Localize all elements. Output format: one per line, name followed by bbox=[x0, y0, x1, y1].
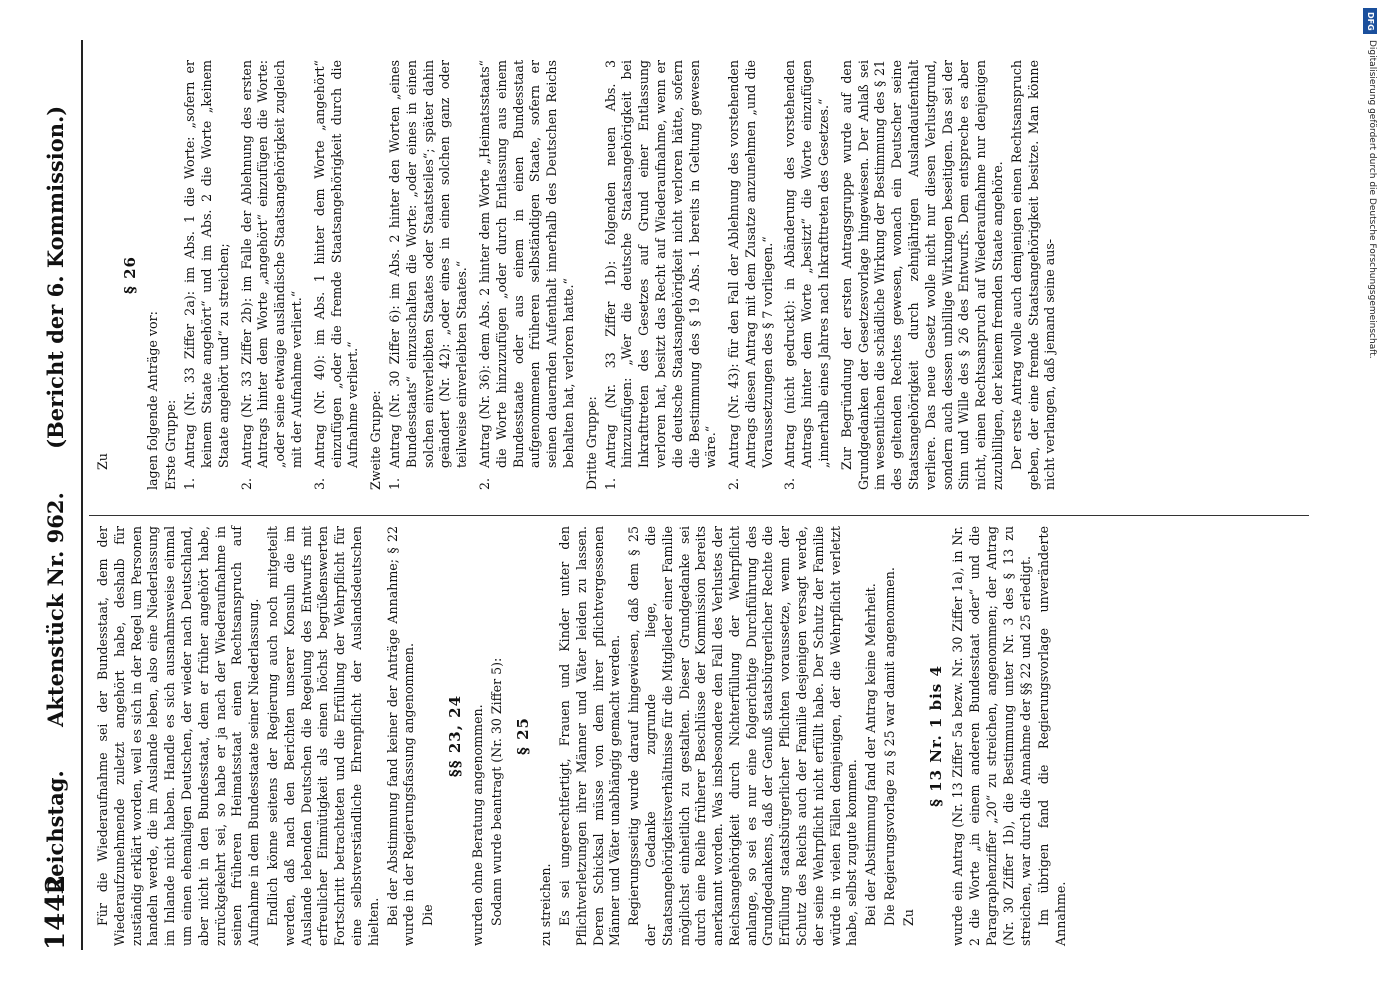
item-number: 1. bbox=[602, 477, 618, 490]
paragraph: Bei der Abstimmung fand keiner der Anträge Annahme; § 22 wurde in der Regierungsfassung angenommen. bbox=[384, 526, 417, 946]
paragraph: Regierungsseitig wurde darauf hingewiesen, daß dem § 25 der Gedanke zugrunde liege, die Staatsangehörigkeitsverhältnisse für die Mitglieder einer Familie möglichst einheitlich zu gestalten. Dieser Grundgedanke sei durch eine Reihe früherer Beschlüsse der Kommission bereits anerkannt worden. Was insbesondere den Fall des Verlustes der Reichsangehörigkeit durch Nichterfüllung der Wehrpflicht anlange, so sei es nur eine folgerichtige Durchführung des Grundgedankens, daß der Genuß staatsbürgerlicher Rechte die Erfüllung staatsbürgerlicher Pflichten voraussetze, wenn der Schutz des Reichs auch der Familie desjenigen versagt werde, der seine Wehrpflicht nicht erfüllt habe. Der Schutz der Familie würde in vielen Fällen demjenigen, der die Wehrpflicht verletzt habe, selbst zugute kommen. bbox=[626, 526, 860, 946]
paragraph: Zu bbox=[95, 453, 110, 470]
paragraph: Es sei ungerechtfertigt, Frauen und Kinder unter den Pflichtverletzungen ihrer Männer und Väter leiden zu lassen. Deren Schicksal müsse von dem ihrer pflichtvergessenen Männer und Väter unabhängig gemacht werden. bbox=[556, 526, 623, 946]
item-number: 2. bbox=[238, 477, 254, 490]
running-title bbox=[43, 20, 68, 980]
item-text: Antrag (nicht gedruckt): in Abänderung des vorstehenden Antrags hinter dem Worte „besitzt“ die Worte einzufügen „innerhalb eines Jahres nach Inkrafttreten des Gesetzes.“ bbox=[782, 60, 832, 468]
item-text: Antrag (Nr. 33 Ziffer 2b): im Falle der Ablehnung des ersten Antrags hinter dem Worte „angehört“ einzufügen die Worte: „oder seine etwaige ausländische Staatsangehörigkeit zugleich mit der Aufnahme verliert.“ bbox=[238, 60, 304, 468]
list-item bbox=[387, 60, 471, 490]
item-number: 3. bbox=[782, 477, 798, 490]
dfg-logo: DFG bbox=[1363, 8, 1377, 34]
paragraph: Die bbox=[420, 904, 436, 926]
paragraph: Für die Wiederaufnahme sei der Bundesstaat, dem der Wiederaufzunehmende zuletzt angehört habe, deshalb für zuständig erklärt worden, weil es sich in der Regel um Personen handeln werde, die im Auslande leben, also eine Niederlassung im Inlande nicht haben. Handle es sich ausnahmsweise einmal um einen ehemaligen Deutschen, der wieder nach Deutschland, aber nicht in den Bundesstaat, dem er früher angehört habe, zurückgekehrt sei, so habe er ja nach der Wiederaufnahme in seinen früheren Heimatsstaat einen Rechtsanspruch auf Aufnahme in dem Bundesstaate seiner Niederlassung. bbox=[95, 526, 262, 946]
paragraph: Der erste Antrag wolle auch demjenigen einen Rechtsanspruch geben, der eine fremde Staatsangehörigkeit besitze. Man könne nicht verlangen, daß jemand seine aus- bbox=[1008, 60, 1058, 490]
paragraph: Bei der Abstimmung fand der Antrag keine Mehrheit. bbox=[863, 583, 879, 926]
header-rule bbox=[81, 40, 83, 950]
paragraph: Im übrigen fand die Regierungsvorlage unveränderte Annahme. bbox=[1036, 526, 1069, 946]
page-header bbox=[35, 20, 75, 980]
section-heading: § 13 Nr. 1 bis 4 bbox=[926, 665, 945, 807]
credit-text: Digitalisierung gefördert durch die Deutsche Forschungsgemeinschaft. bbox=[1367, 40, 1377, 359]
document-page bbox=[35, 20, 1335, 980]
item-number: 3. bbox=[311, 477, 327, 490]
item-number: 1. bbox=[386, 477, 402, 490]
list-item bbox=[477, 60, 578, 490]
item-number: 2. bbox=[726, 477, 742, 490]
list-item bbox=[726, 60, 776, 490]
section-heading: §§ 23, 24 bbox=[445, 694, 464, 778]
group-heading: Zweite Gruppe: bbox=[368, 390, 384, 490]
paragraph: Die Regierungsvorlage zu § 25 war damit angenommen. bbox=[882, 567, 898, 926]
right-column bbox=[95, 60, 1061, 490]
paragraph: wurde ein Antrag (Nr. 13 Ziffer 5a bezw. Nr. 30 Ziffer 1a), in Nr. 2 die Worte „in einem anderen Bundesstaat oder“ und die Paragraphenziffer „20“ zu streichen, angenommen; der Antrag (Nr. 30 Ziffer 1b), die Bestimmung unter Nr. 3 des § 13 zu streichen, war durch die Annahme der §§ 22 und 25 erledigt. bbox=[950, 526, 1033, 946]
paragraph: Zur Begründung der ersten Antragsgruppe wurde auf den Grundgedanken der Gesetzesvorlage hingewiesen. Der Anlaß sei im wesentlichen die schädliche Wirkung der Bestimmung des § 21 des geltenden Rechtes gewesen, wonach ein Deutscher seine Staatsangehörigkeit durch zehnjährigen Auslandaufenthalt verliere. Das neue Gesetz wolle nicht nur diesen Verlustgrund, sondern auch dessen unbillige Wirkungen beseitigen. Das sei der Sinn und Wille des § 26 des Entwurfs. Dem entspreche es aber nicht, einen Rechtsanspruch auf Wiederaufnahme nur denjenigen zuzubilligen, der keinem fremden Staate angehöre. bbox=[838, 60, 1006, 490]
paragraph: Zu bbox=[900, 909, 916, 926]
paragraph: Sodann wurde beantragt (Nr. 30 Ziffer 5): bbox=[488, 657, 504, 926]
paragraph: Endlich könne seitens der Regierung auch noch mitgeteilt werden, daß nach den Berichten unserer Konsuln die im Auslande lebenden Deutschen die Regelung des Entwurfs mit erfreulicher Einmütigkeit als einen höchst begrüßenswerten Fortschritt betrachteten und die Erfüllung der Wehrpflicht für eine selbstverständliche Ehrenpflicht der Auslandsdeutschen hielten. bbox=[264, 526, 381, 946]
paragraph: zu streichen. bbox=[538, 863, 554, 946]
item-text: Antrag (Nr. 36): dem Abs. 2 hinter dem Worte „Heimatsstaats“ die Worte hinzuzufügen „oder durch Entlassung aus einem Bundesstaate oder aus einem in einen Bundesstaat aufgenommenen früheren selbständigen Staate, sofern er seinen dauernden Aufenthalt innerhalb des Deutschen Reichs behalten hat, verloren hatte.“ bbox=[476, 60, 576, 468]
item-text: Antrag (Nr. 33 Ziffer 1b): folgenden neuen Abs. 3 hinzuzufügen: „Wer die deutsche Staatsangehörigkeit bei Inkrafttreten des Gesetzes auf Grund einer Entlassung verloren hat, besitzt das Recht auf Wiederaufnahme, wenn er die deutsche Staatsangehörigkeit nicht verloren hätte, sofern die Bestimmung des § 19 Abs. 1 bereits in Geltung gewesen wäre.“ bbox=[602, 60, 719, 468]
item-text: Antrag (Nr. 40): im Abs. 1 hinter dem Worte „angehört“ einzufügen „oder die fremde Staatsangehörigkeit durch die Aufnahme verliert.“ bbox=[311, 60, 361, 468]
group-heading: Erste Gruppe: bbox=[163, 399, 179, 490]
digitization-credit bbox=[1363, 8, 1377, 968]
paragraph: lagen folgende Anträge vor: bbox=[144, 311, 160, 490]
column-separator bbox=[89, 515, 1309, 516]
item-number: 1. bbox=[182, 477, 198, 490]
running-title-center: Aktenstück Nr. 962. bbox=[43, 492, 68, 727]
running-title-right: (Bericht der 6. Kommission.) bbox=[43, 105, 68, 449]
paragraph: wurden ohne Beratung angenommen. bbox=[469, 704, 485, 946]
list-item bbox=[239, 60, 306, 490]
item-text: Antrag (Nr. 30 Ziffer 6): im Abs. 2 hinter den Worten „eines Bundesstaats“ einzuschalten die Worte: „oder eines in einen solchen einverleibten Staates oder Staatsteiles“; später dahin geändert (Nr. 42): „oder eines in einen solchen ganz oder teilweise einverleibten Staates.“ bbox=[386, 60, 470, 468]
list-item bbox=[603, 60, 721, 490]
list-item bbox=[182, 60, 232, 490]
list-item bbox=[312, 60, 362, 490]
left-column bbox=[95, 526, 1072, 946]
running-title-left: Reichstag. bbox=[43, 770, 68, 895]
group-heading: Dritte Gruppe: bbox=[583, 396, 599, 490]
page-number: 1442 bbox=[41, 873, 71, 950]
item-text: Antrag (Nr. 43): für den Fall der Ablehnung des vorstehenden Antrags diesen Antrag mit dem Zusatze anzunehmen „und die Voraussetzungen des § 7 vorliegen.“ bbox=[726, 60, 775, 468]
item-number: 2. bbox=[476, 477, 492, 490]
list-item bbox=[782, 60, 832, 490]
section-heading: § 26 bbox=[120, 256, 139, 294]
item-text: Antrag (Nr. 33 Ziffer 2a): im Abs. 1 die Worte: „sofern er keinem Staate angehört“ und im Abs. 2 die Worte „keinem Staate angehört und“ zu streichen; bbox=[182, 60, 231, 468]
section-heading: § 25 bbox=[514, 717, 533, 755]
